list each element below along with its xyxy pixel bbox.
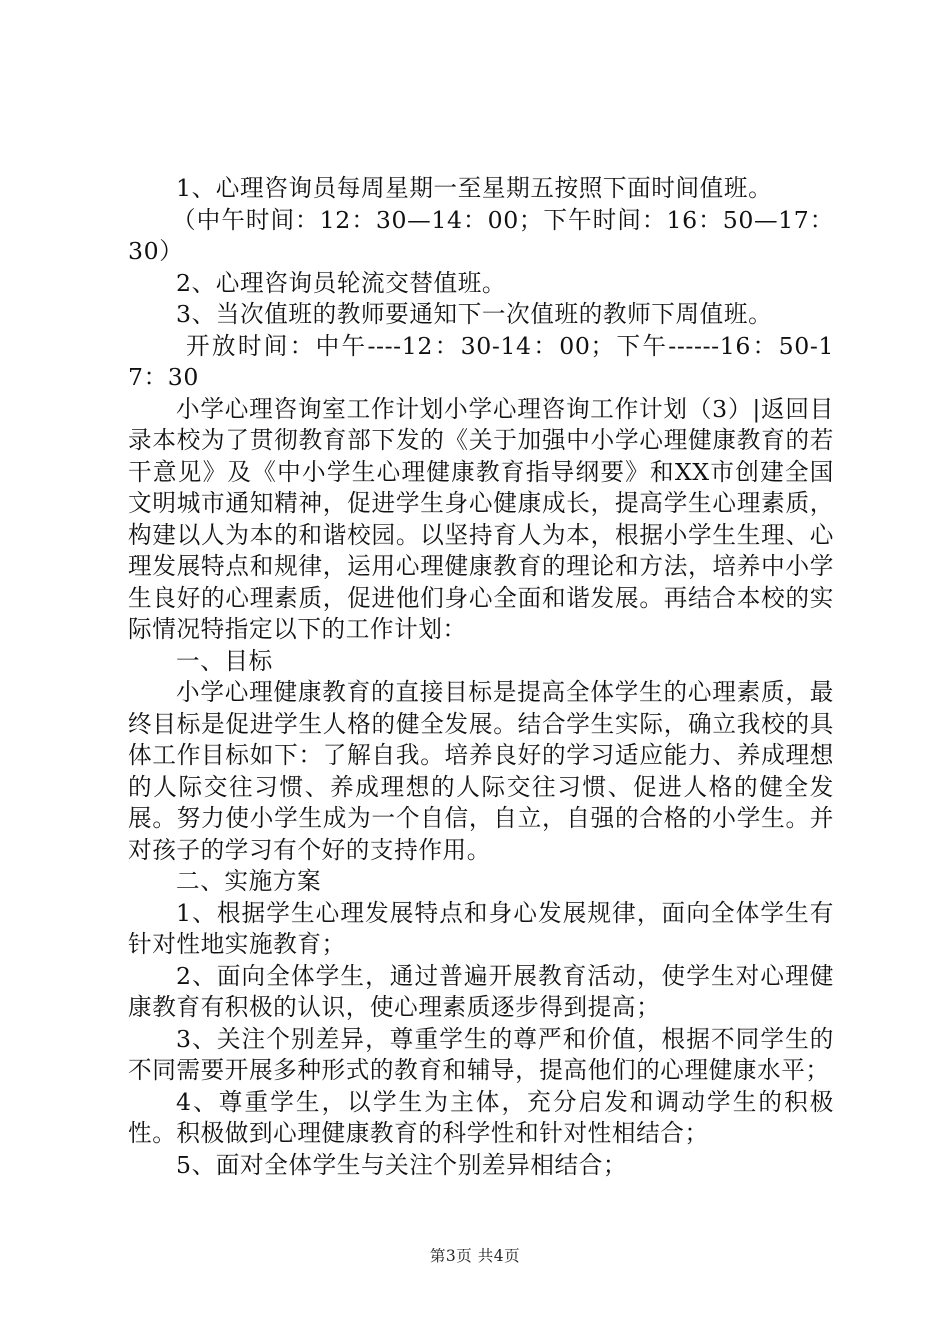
list-item-3: 3、关注个别差异，尊重学生的尊严和价值，根据不同学生的不同需要开展多种形式的教育和辅导，提高他们的心理健康水平； (128, 1024, 834, 1084)
paragraph-work-plan-intro: 小学心理咨询室工作计划小学心理咨询工作计划（3）|返回目录本校为了贯彻教育部下发的《关于加强中小学心理健康教育的若干意见》及《中小学生心理健康教育指导纲要》和XX市创建全国文明城市通知精神，促进学生身心健康成长，提高学生心理素质，构建以人为本的和谐校园。以坚持育人为本，根据小学生生理、心理发展特点和规律，运用心理健康教育的理论和方法，培养中小学生良好的心理素质，促进他们身心全面和谐发展。再结合本校的实际情况特指定以下的工作计划： (128, 394, 834, 643)
paragraph-goals: 小学心理健康教育的直接目标是提高全体学生的心理素质，最终目标是促进学生人格的健全发展。结合学生实际，确立我校的具体工作目标如下：了解自我。培养良好的学习适应能力、养成理想的人际交往习惯、养成理想的人际交往习惯、促进人格的健全发展。努力使小学生成为一个自信，自立，自强的合格的小学生。并对孩子的学习有个好的支持作用。 (128, 678, 834, 864)
paragraph-rotation: 2、心理咨询员轮流交替值班。 (176, 268, 507, 297)
section-heading-goals: 一、目标 (176, 646, 273, 675)
list-item-5: 5、面对全体学生与关注个别差异相结合； (176, 1150, 628, 1179)
paragraph-duty-schedule: 1、心理咨询员每周星期一至星期五按照下面时间值班。 (176, 174, 773, 202)
list-item-4: 4、尊重学生，以学生为主体，充分启发和调动学生的积极性。积极做到心理健康教育的科学性和针对性相结合； (128, 1087, 834, 1147)
paragraph-notify-next: 3、当次值班的教师要通知下一次值班的教师下周值班。 (176, 300, 773, 328)
paragraph-opening-hours: 开放时间：中午----12：30-14：00；下午------16：50-17：30 (128, 331, 834, 391)
section-heading-implementation: 二、实施方案 (176, 867, 322, 895)
document-body (128, 173, 834, 1181)
list-item-2: 2、面向全体学生，通过普遍开展教育活动，使学生对心理健康教育有积极的认识，使心理素质逐步得到提高； (128, 961, 834, 1021)
page-number-footer: 第3页 共4页 (429, 1247, 521, 1265)
paragraph-duty-times: （中午时间：12：30—14：00；下午时间：16：50—17：30） (128, 205, 834, 265)
list-item-1: 1、根据学生心理发展特点和身心发展规律，面向全体学生有针对性地实施教育； (128, 898, 834, 958)
